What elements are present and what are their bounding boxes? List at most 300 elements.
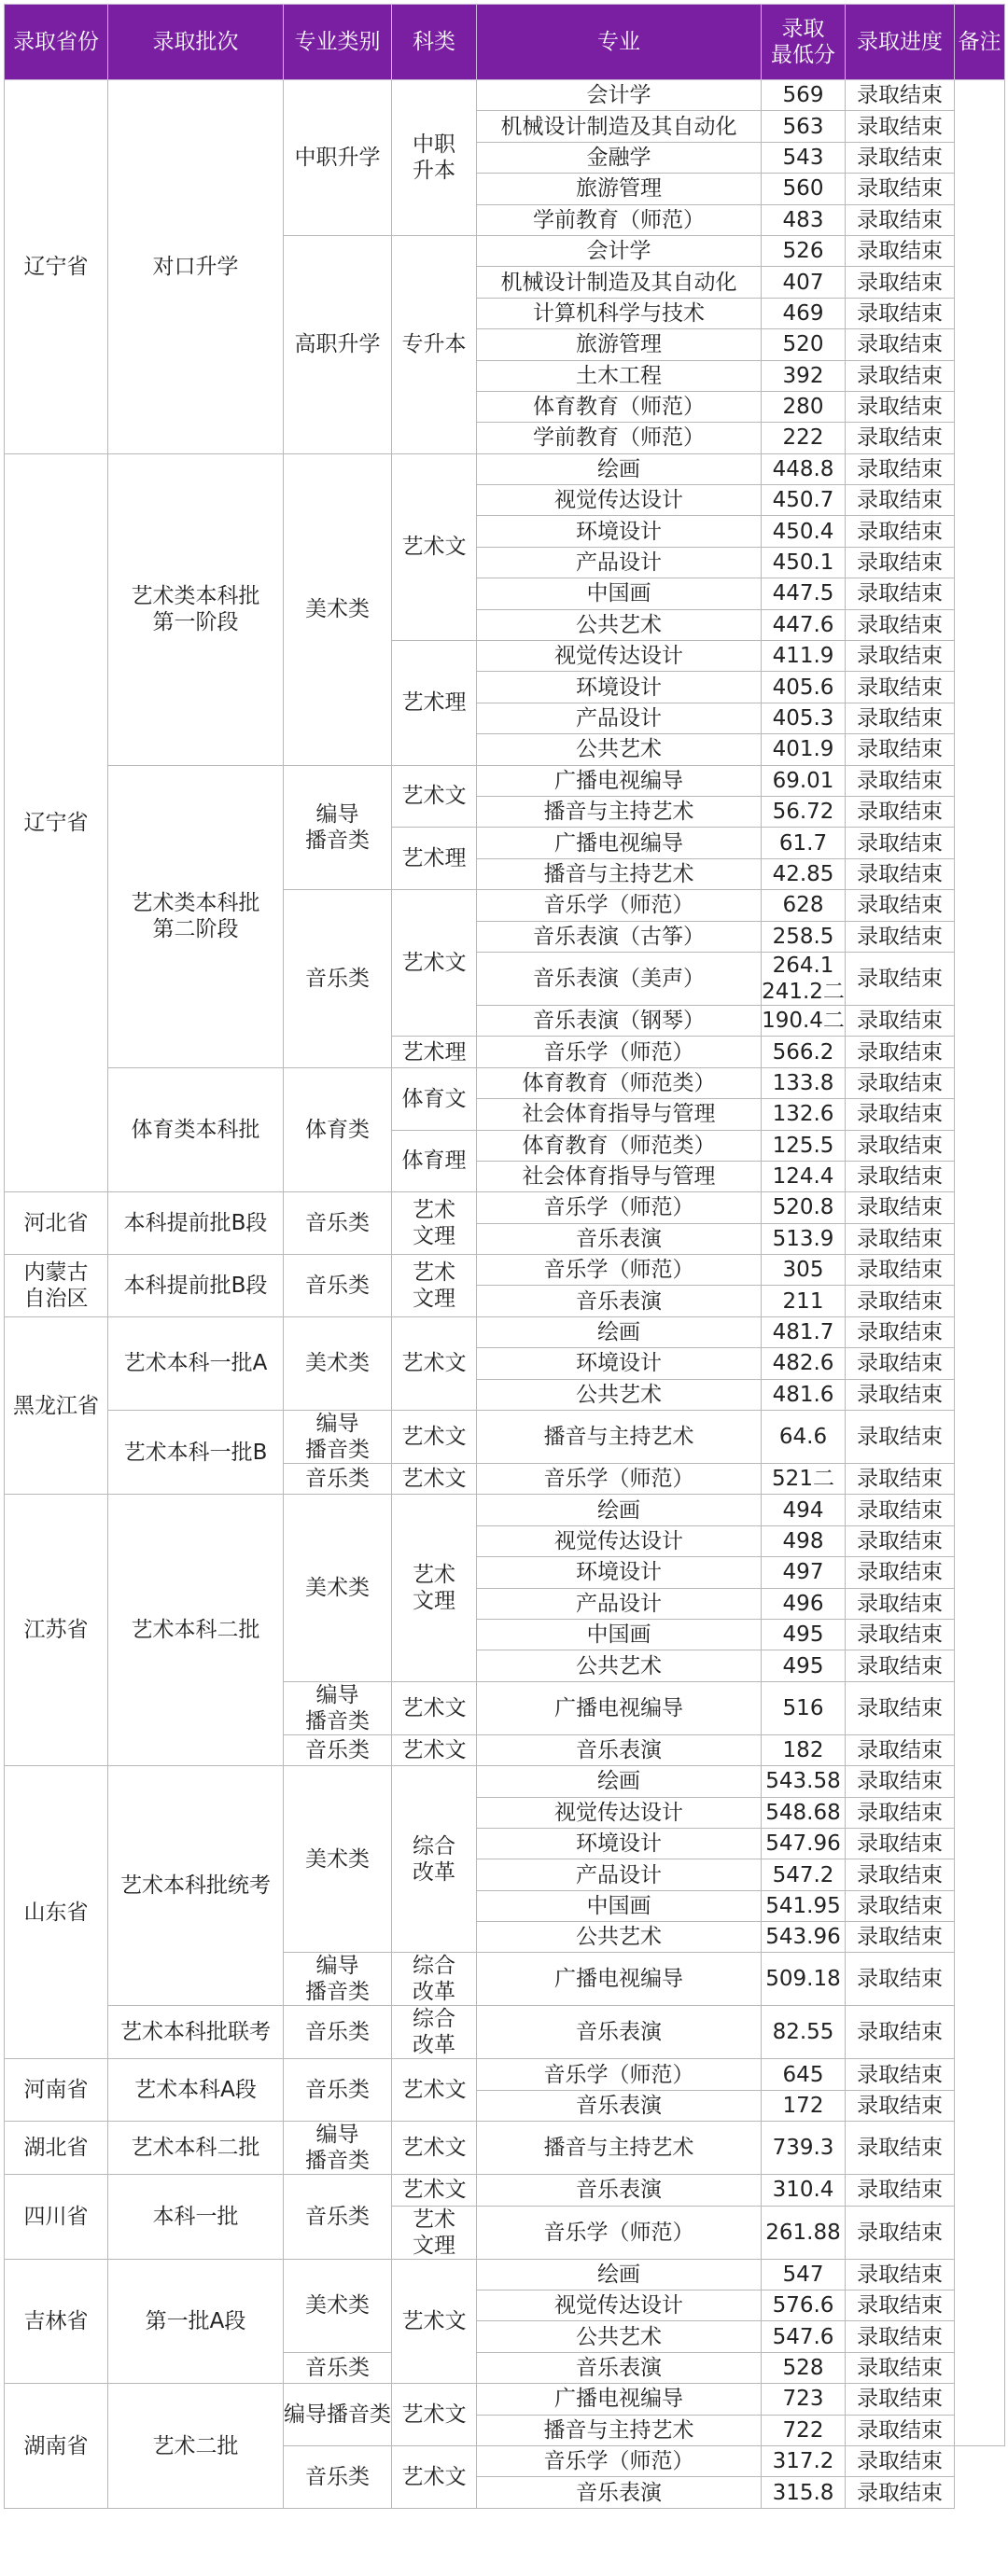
- table-cell: 录取结束: [846, 1192, 955, 1223]
- table-cell: 录取结束: [846, 516, 955, 547]
- table-cell: 405.3: [762, 703, 846, 733]
- table-cell: 520: [762, 329, 846, 360]
- table-cell: 专升本: [392, 235, 477, 453]
- table-cell: 录取结束: [846, 1953, 955, 2006]
- table-cell: 艺术理: [392, 828, 477, 890]
- table-cell: 310.4: [762, 2175, 846, 2206]
- table-cell: 82.55: [762, 2006, 846, 2059]
- header-province: 录取省份: [5, 5, 108, 80]
- table-cell: 172: [762, 2090, 846, 2121]
- table-cell: 495: [762, 1650, 846, 1681]
- table-cell: 447.5: [762, 578, 846, 609]
- header-category: 专业类别: [284, 5, 392, 80]
- header-major: 专业: [477, 5, 762, 80]
- table-row: [5, 1766, 1005, 1797]
- table-cell: 录取结束: [846, 1316, 955, 1347]
- table-cell: 305: [762, 1255, 846, 1286]
- table-cell: 录取结束: [846, 609, 955, 640]
- table-cell: 计算机科学与技术: [477, 298, 762, 328]
- table-cell: 音乐表演: [477, 2090, 762, 2121]
- table-cell: 录取结束: [846, 672, 955, 703]
- table-cell: 124.4: [762, 1161, 846, 1191]
- table-cell: 美术类: [284, 1316, 392, 1410]
- table-cell: 645: [762, 2059, 846, 2090]
- table-cell: 综合 改革: [392, 1766, 477, 1953]
- table-cell: 547: [762, 2259, 846, 2290]
- table-cell: 录取结束: [846, 453, 955, 484]
- table-cell: 401.9: [762, 734, 846, 765]
- table-cell: 本科一批: [108, 2175, 284, 2259]
- table-cell: 环境设计: [477, 1828, 762, 1859]
- table-cell: 录取结束: [846, 204, 955, 235]
- table-cell: 音乐类: [284, 2175, 392, 2259]
- table-cell: 482.6: [762, 1348, 846, 1379]
- table-cell: 录取结束: [846, 174, 955, 204]
- table-cell: 播音与主持艺术: [477, 2415, 762, 2445]
- table-cell: 录取结束: [846, 1495, 955, 1525]
- table-cell: 280: [762, 391, 846, 422]
- table-cell: 播音与主持艺术: [477, 858, 762, 889]
- table-cell: 体育类: [284, 1067, 392, 1192]
- table-cell: 第一批A段: [108, 2259, 284, 2384]
- table-cell: 132.6: [762, 1099, 846, 1130]
- table-cell: 公共艺术: [477, 734, 762, 765]
- table-cell: 金融学: [477, 142, 762, 173]
- table-cell: 产品设计: [477, 703, 762, 733]
- table-cell: 绘画: [477, 453, 762, 484]
- table-cell: 旅游管理: [477, 329, 762, 360]
- table-cell: 录取结束: [846, 2259, 955, 2290]
- table-cell: 录取结束: [846, 142, 955, 173]
- table-cell: 495: [762, 1619, 846, 1650]
- table-cell: 播音与主持艺术: [477, 1411, 762, 1464]
- table-cell: 公共艺术: [477, 1650, 762, 1681]
- table-cell: 美术类: [284, 2259, 392, 2352]
- table-cell: 艺术文: [392, 2259, 477, 2384]
- table-row: [5, 1316, 1005, 1347]
- table-cell: 中职升学: [284, 80, 392, 236]
- table-cell: 录取结束: [846, 2477, 955, 2508]
- table-cell: 环境设计: [477, 1557, 762, 1588]
- table-cell: 艺术文: [392, 453, 477, 640]
- table-cell: 音乐类: [284, 1734, 392, 1765]
- table-cell: 江苏省: [5, 1495, 108, 1766]
- table-cell: 中国画: [477, 578, 762, 609]
- table-cell: 录取结束: [846, 890, 955, 921]
- table-cell: 录取结束: [846, 1797, 955, 1828]
- table-cell: 音乐表演: [477, 2352, 762, 2383]
- table-cell: 录取结束: [846, 1130, 955, 1161]
- table-cell: 体育理: [392, 1130, 477, 1192]
- table-cell: 机械设计制造及其自动化: [477, 267, 762, 298]
- table-cell: 音乐表演: [477, 1223, 762, 1254]
- table-cell: 中国画: [477, 1890, 762, 1921]
- table-cell: 录取结束: [846, 80, 955, 111]
- table-cell: 艺术理: [392, 1037, 477, 1067]
- table-cell: 美术类: [284, 1766, 392, 1953]
- table-cell: 录取结束: [846, 1379, 955, 1410]
- table-cell: 音乐学（师范）: [477, 1192, 762, 1223]
- table-cell: 509.18: [762, 1953, 846, 2006]
- table-cell: 42.85: [762, 858, 846, 889]
- table-cell: 450.4: [762, 516, 846, 547]
- table-cell: 录取结束: [846, 2059, 955, 2090]
- table-cell: 61.7: [762, 828, 846, 858]
- table-cell: 录取结束: [846, 1734, 955, 1765]
- table-cell: 录取结束: [846, 2352, 955, 2383]
- table-cell: 旅游管理: [477, 174, 762, 204]
- table-cell: 河南省: [5, 2059, 108, 2122]
- table-cell: 547.6: [762, 2321, 846, 2352]
- table-cell: 69.01: [762, 765, 846, 796]
- table-cell: 播音与主持艺术: [477, 2122, 762, 2175]
- header-batch: 录取批次: [108, 5, 284, 80]
- table-cell: 录取结束: [846, 1588, 955, 1619]
- table-cell: 739.3: [762, 2122, 846, 2175]
- table-cell: 视觉传达设计: [477, 1797, 762, 1828]
- table-cell: 录取结束: [846, 1161, 955, 1191]
- table-row: [5, 765, 1005, 796]
- table-cell: 产品设计: [477, 547, 762, 578]
- table-cell: 艺术文: [392, 2122, 477, 2175]
- table-cell: 录取结束: [846, 1286, 955, 1316]
- table-cell: 497: [762, 1557, 846, 1588]
- table-cell: 会计学: [477, 235, 762, 266]
- table-cell: 艺术 文理: [392, 1255, 477, 1317]
- table-cell: 222: [762, 423, 846, 453]
- table-cell: [955, 80, 1005, 2446]
- table-cell: 录取结束: [846, 734, 955, 765]
- table-cell: 中国画: [477, 1619, 762, 1650]
- header-min-score: 录取 最低分: [762, 5, 846, 80]
- table-cell: 音乐学（师范）: [477, 1464, 762, 1495]
- table-cell: 音乐学（师范）: [477, 2059, 762, 2090]
- table-cell: 录取结束: [846, 2206, 955, 2259]
- table-cell: 录取结束: [846, 2321, 955, 2352]
- table-cell: 编导播音类: [284, 2384, 392, 2446]
- table-cell: 音乐表演（钢琴）: [477, 1005, 762, 1036]
- table-cell: 录取结束: [846, 796, 955, 827]
- table-cell: 吉林省: [5, 2259, 108, 2384]
- table-cell: 录取结束: [846, 765, 955, 796]
- table-cell: 公共艺术: [477, 1379, 762, 1410]
- table-cell: 录取结束: [846, 1681, 955, 1734]
- table-row: [5, 1192, 1005, 1223]
- table-cell: 艺术本科二批: [108, 2122, 284, 2175]
- table-cell: 艺术二批: [108, 2384, 284, 2509]
- table-cell: 547.96: [762, 1828, 846, 1859]
- table-cell: 548.68: [762, 1797, 846, 1828]
- table-cell: 录取结束: [846, 1411, 955, 1464]
- table-cell: 艺术文: [392, 1411, 477, 1464]
- table-cell: 编导 播音类: [284, 1953, 392, 2006]
- table-cell: 录取结束: [846, 2090, 955, 2121]
- table-cell: 音乐学（师范）: [477, 890, 762, 921]
- table-cell: 体育教育（师范）: [477, 391, 762, 422]
- table-cell: 艺术文: [392, 1464, 477, 1495]
- table-cell: 体育类本科批: [108, 1067, 284, 1192]
- table-cell: 182: [762, 1734, 846, 1765]
- table-cell: 录取结束: [846, 2384, 955, 2415]
- table-cell: 高职升学: [284, 235, 392, 453]
- table-cell: 公共艺术: [477, 609, 762, 640]
- table-cell: 469: [762, 298, 846, 328]
- table-cell: 56.72: [762, 796, 846, 827]
- table-cell: 录取结束: [846, 391, 955, 422]
- table-cell: 学前教育（师范）: [477, 204, 762, 235]
- table-cell: 音乐学（师范）: [477, 1255, 762, 1286]
- table-row: [5, 80, 1005, 111]
- table-row: [5, 1255, 1005, 1286]
- table-cell: 广播电视编导: [477, 2384, 762, 2415]
- table-cell: 美术类: [284, 453, 392, 765]
- table-cell: 494: [762, 1495, 846, 1525]
- table-cell: 315.8: [762, 2477, 846, 2508]
- table-cell: 艺术文: [392, 1316, 477, 1410]
- table-cell: 录取结束: [846, 1650, 955, 1681]
- table-cell: 艺术文: [392, 2175, 477, 2206]
- table-cell: 艺术理: [392, 641, 477, 766]
- table-cell: 辽宁省: [5, 453, 108, 1192]
- table-cell: 公共艺术: [477, 1922, 762, 1953]
- table-cell: 内蒙古 自治区: [5, 1255, 108, 1317]
- table-cell: 录取结束: [846, 921, 955, 952]
- table-cell: 448.8: [762, 453, 846, 484]
- table-cell: 258.5: [762, 921, 846, 952]
- table-cell: 音乐表演: [477, 1734, 762, 1765]
- table-cell: 编导 播音类: [284, 765, 392, 890]
- table-cell: 视觉传达设计: [477, 1525, 762, 1556]
- table-cell: 190.4二: [762, 1005, 846, 1036]
- table-cell: 音乐表演: [477, 1286, 762, 1316]
- table-cell: 本科提前批B段: [108, 1192, 284, 1255]
- table-cell: 录取结束: [846, 2175, 955, 2206]
- table-cell: 录取结束: [846, 360, 955, 391]
- table-cell: 视觉传达设计: [477, 485, 762, 516]
- table-cell: 美术类: [284, 1495, 392, 1681]
- table-cell: 录取结束: [846, 1557, 955, 1588]
- table-cell: 艺术本科批统考: [108, 1766, 284, 2006]
- table-cell: 视觉传达设计: [477, 2291, 762, 2321]
- table-row: [5, 2175, 1005, 2206]
- table-cell: 音乐表演: [477, 2477, 762, 2508]
- table-cell: 261.88: [762, 2206, 846, 2259]
- table-cell: 音乐表演: [477, 2175, 762, 2206]
- table-row: [5, 2259, 1005, 2290]
- table-cell: 音乐类: [284, 2059, 392, 2122]
- table-cell: 会计学: [477, 80, 762, 111]
- table-cell: 环境设计: [477, 1348, 762, 1379]
- table-cell: 录取结束: [846, 1005, 955, 1036]
- table-cell: 450.7: [762, 485, 846, 516]
- table-cell: 521二: [762, 1464, 846, 1495]
- table-cell: 录取结束: [846, 858, 955, 889]
- table-cell: 569: [762, 80, 846, 111]
- table-cell: 125.5: [762, 1130, 846, 1161]
- table-cell: 录取结束: [846, 1464, 955, 1495]
- table-cell: 体育文: [392, 1067, 477, 1130]
- table-cell: 563: [762, 111, 846, 142]
- table-cell: 社会体育指导与管理: [477, 1099, 762, 1130]
- table-cell: 481.6: [762, 1379, 846, 1410]
- table-cell: 环境设计: [477, 672, 762, 703]
- table-cell: 艺术类本科批 第二阶段: [108, 765, 284, 1067]
- table-cell: 绘画: [477, 1766, 762, 1797]
- table-cell: 566.2: [762, 1037, 846, 1067]
- table-cell: 音乐表演（美声）: [477, 952, 762, 1005]
- table-cell: 艺术文: [392, 2059, 477, 2122]
- table-cell: 广播电视编导: [477, 1681, 762, 1734]
- table-cell: 录取结束: [846, 2122, 955, 2175]
- table-cell: 环境设计: [477, 516, 762, 547]
- table-cell: 录取结束: [846, 1828, 955, 1859]
- table-cell: 722: [762, 2415, 846, 2445]
- table-cell: 音乐类: [284, 2446, 392, 2509]
- table-cell: 723: [762, 2384, 846, 2415]
- table-cell: 513.9: [762, 1223, 846, 1254]
- table-cell: 艺术本科一批A: [108, 1316, 284, 1410]
- table-cell: 艺术文: [392, 2384, 477, 2446]
- table-cell: 447.6: [762, 609, 846, 640]
- table-cell: 211: [762, 1286, 846, 1316]
- table-cell: 576.6: [762, 2291, 846, 2321]
- header-subject-type: 科类: [392, 5, 477, 80]
- table-cell: 音乐类: [284, 1464, 392, 1495]
- table-cell: 辽宁省: [5, 80, 108, 454]
- table-cell: 音乐学（师范）: [477, 2206, 762, 2259]
- table-cell: 64.6: [762, 1411, 846, 1464]
- table-cell: 对口升学: [108, 80, 284, 454]
- table-cell: 播音与主持艺术: [477, 796, 762, 827]
- table-cell: 广播电视编导: [477, 1953, 762, 2006]
- table-cell: 526: [762, 235, 846, 266]
- table-cell: 音乐类: [284, 1192, 392, 1255]
- table-cell: 录取结束: [846, 1859, 955, 1890]
- table-cell: 496: [762, 1588, 846, 1619]
- table-cell: 录取结束: [846, 1037, 955, 1067]
- table-cell: 录取结束: [846, 1099, 955, 1130]
- table-cell: 艺术文: [392, 1681, 477, 1734]
- table-cell: 艺术 文理: [392, 2206, 477, 2259]
- table-cell: 520.8: [762, 1192, 846, 1223]
- table-cell: 411.9: [762, 641, 846, 672]
- table-cell: 四川省: [5, 2175, 108, 2259]
- table-cell: 绘画: [477, 1495, 762, 1525]
- table-cell: 录取结束: [846, 2291, 955, 2321]
- table-cell: 综合 改革: [392, 1953, 477, 2006]
- table-row: [5, 1067, 1005, 1098]
- table-cell: 录取结束: [846, 2415, 955, 2445]
- table-cell: 560: [762, 174, 846, 204]
- table-cell: 广播电视编导: [477, 765, 762, 796]
- admission-score-table: [4, 4, 1005, 2509]
- table-cell: 录取结束: [846, 298, 955, 328]
- table-cell: 407: [762, 267, 846, 298]
- table-cell: 社会体育指导与管理: [477, 1161, 762, 1191]
- table-cell: 录取结束: [846, 1766, 955, 1797]
- table-cell: 土木工程: [477, 360, 762, 391]
- table-cell: 编导 播音类: [284, 1411, 392, 1464]
- table-cell: 录取结束: [846, 111, 955, 142]
- table-cell: 481.7: [762, 1316, 846, 1347]
- table-body: [5, 80, 1005, 2509]
- table-cell: 528: [762, 2352, 846, 2383]
- table-cell: 公共艺术: [477, 2321, 762, 2352]
- table-cell: 音乐表演（古筝）: [477, 921, 762, 952]
- table-cell: 艺术本科二批: [108, 1495, 284, 1766]
- table-cell: 录取结束: [846, 1067, 955, 1098]
- table-cell: 学前教育（师范）: [477, 423, 762, 453]
- table-cell: 547.2: [762, 1859, 846, 1890]
- table-cell: 音乐类: [284, 2352, 392, 2383]
- table-cell: 编导 播音类: [284, 2122, 392, 2175]
- table-cell: 艺术本科批联考: [108, 2006, 284, 2059]
- table-cell: 628: [762, 890, 846, 921]
- table-cell: 湖北省: [5, 2122, 108, 2175]
- table-cell: 录取结束: [846, 641, 955, 672]
- table-row: [5, 2384, 1005, 2415]
- header-progress: 录取进度: [846, 5, 955, 80]
- table-cell: 艺术本科一批B: [108, 1411, 284, 1495]
- table-cell: 录取结束: [846, 2006, 955, 2059]
- table-cell: 录取结束: [846, 1525, 955, 1556]
- table-cell: 录取结束: [846, 1619, 955, 1650]
- table-cell: 艺术类本科批 第一阶段: [108, 453, 284, 765]
- header-row: [5, 5, 1005, 80]
- table-cell: 录取结束: [846, 2446, 955, 2477]
- table-cell: 产品设计: [477, 1588, 762, 1619]
- table-cell: 绘画: [477, 1316, 762, 1347]
- table-cell: 音乐类: [284, 1255, 392, 1317]
- table-row: [5, 453, 1005, 484]
- table-cell: 艺术文: [392, 1734, 477, 1765]
- table-cell: 体育教育（师范类）: [477, 1130, 762, 1161]
- table-cell: 133.8: [762, 1067, 846, 1098]
- table-cell: 综合 改革: [392, 2006, 477, 2059]
- table-cell: 广播电视编导: [477, 828, 762, 858]
- table-cell: 录取结束: [846, 485, 955, 516]
- table-row: [5, 2059, 1005, 2090]
- table-cell: 录取结束: [846, 329, 955, 360]
- table-cell: 录取结束: [846, 703, 955, 733]
- table-cell: 543.58: [762, 1766, 846, 1797]
- table-cell: 艺术 文理: [392, 1495, 477, 1681]
- table-cell: 体育教育（师范类）: [477, 1067, 762, 1098]
- table-cell: 音乐表演: [477, 2006, 762, 2059]
- table-cell: 机械设计制造及其自动化: [477, 111, 762, 142]
- table-cell: 录取结束: [846, 828, 955, 858]
- table-cell: 艺术文: [392, 890, 477, 1037]
- table-cell: 音乐学（师范）: [477, 1037, 762, 1067]
- table-cell: 录取结束: [846, 578, 955, 609]
- table-cell: 450.1: [762, 547, 846, 578]
- table-cell: 498: [762, 1525, 846, 1556]
- table-cell: 绘画: [477, 2259, 762, 2290]
- table-cell: 录取结束: [846, 423, 955, 453]
- table-cell: 河北省: [5, 1192, 108, 1255]
- table-cell: 541.95: [762, 1890, 846, 1921]
- table-cell: 录取结束: [846, 952, 955, 1005]
- table-cell: 本科提前批B段: [108, 1255, 284, 1317]
- table-cell: 405.6: [762, 672, 846, 703]
- table-cell: 录取结束: [846, 1223, 955, 1254]
- table-cell: 543: [762, 142, 846, 173]
- header-remark: 备注: [955, 5, 1005, 80]
- table-cell: 艺术 文理: [392, 1192, 477, 1255]
- table-cell: 视觉传达设计: [477, 641, 762, 672]
- table-cell: 录取结束: [846, 267, 955, 298]
- table-cell: 山东省: [5, 1766, 108, 2059]
